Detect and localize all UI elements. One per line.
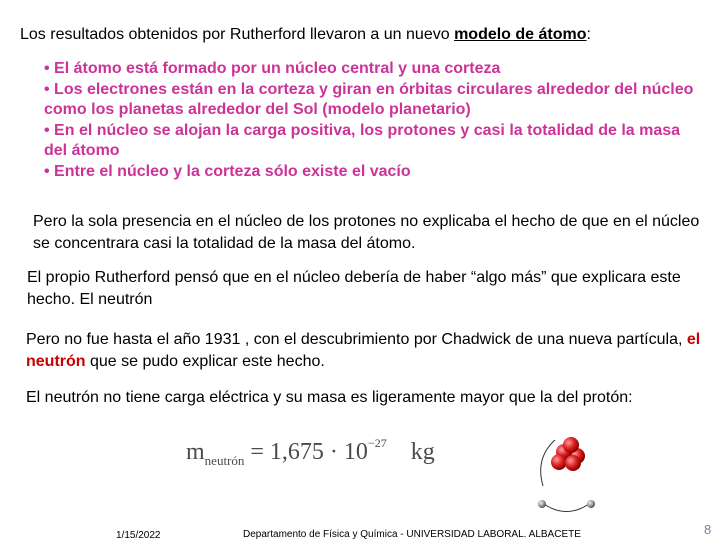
electron: [538, 500, 546, 508]
atom-nucleus-icon: [525, 428, 615, 520]
intro-lead: Los resultados obtenidos por Rutherford llevaron a un nuevo: [20, 26, 455, 43]
formula-exponent: −27: [367, 436, 387, 450]
intro-highlight: modelo de átomo: [454, 26, 587, 43]
neutron-highlight: el neutrón: [26, 331, 701, 370]
formula-symbol: m: [186, 439, 205, 465]
page-number: 8: [704, 522, 712, 537]
bullet-item: • En el núcleo se alojan la carga positiva, los protones y casi la totalidad de la masa del átomo: [44, 121, 681, 159]
footer-date: 1/15/2022: [116, 530, 161, 541]
paragraph-neutron-mass: El neutrón no tiene carga eléctrica y su masa es ligeramente mayor que la del protón:: [26, 389, 633, 406]
orbit-path: [541, 502, 589, 512]
bullet-list: [44, 59, 704, 182]
intro-suffix: :: [586, 26, 591, 43]
formula-value: = 1,675 · 10: [244, 439, 368, 465]
nucleon: [551, 454, 567, 470]
formula-subscript: neutrón: [204, 453, 245, 468]
chadwick-text-after: que se pudo explicar este hecho.: [85, 353, 325, 370]
electron: [587, 500, 595, 508]
bullet-item: • El átomo está formado por un núcleo central y una corteza: [44, 60, 501, 77]
bullet-item: • Entre el núcleo y la corteza sólo existe el vacío: [44, 162, 411, 180]
nucleon: [563, 437, 579, 453]
footer-department: Departamento de Física y Química - UNIVERSIDAD LABORAL. ALBACETE: [243, 529, 581, 540]
neutron-mass-formula: [186, 436, 435, 469]
nucleon: [565, 455, 581, 471]
paragraph-rutherford: El propio Rutherford pensó que en el núcleo debería de haber “algo más” que explicara este hecho. El neutrón: [27, 269, 681, 308]
intro-text: [20, 25, 591, 45]
chadwick-text-before: Pero no fue hasta el año 1931 , con el descubrimiento por Chadwick de una nueva partícula,: [26, 331, 687, 348]
paragraph-chadwick: [26, 329, 716, 373]
paragraph-protons: Pero la sola presencia en el núcleo de los protones no explicaba el hecho de que en el núcleo se concentrara casi la totalidad de la masa del átomo.: [33, 213, 700, 252]
formula-unit: kg: [410, 439, 435, 465]
bullet-item: • Los electrones están en la corteza y giran en órbitas circulares alrededor del núcleo como los planetas alrededor del Sol (modelo planetario): [44, 80, 694, 118]
